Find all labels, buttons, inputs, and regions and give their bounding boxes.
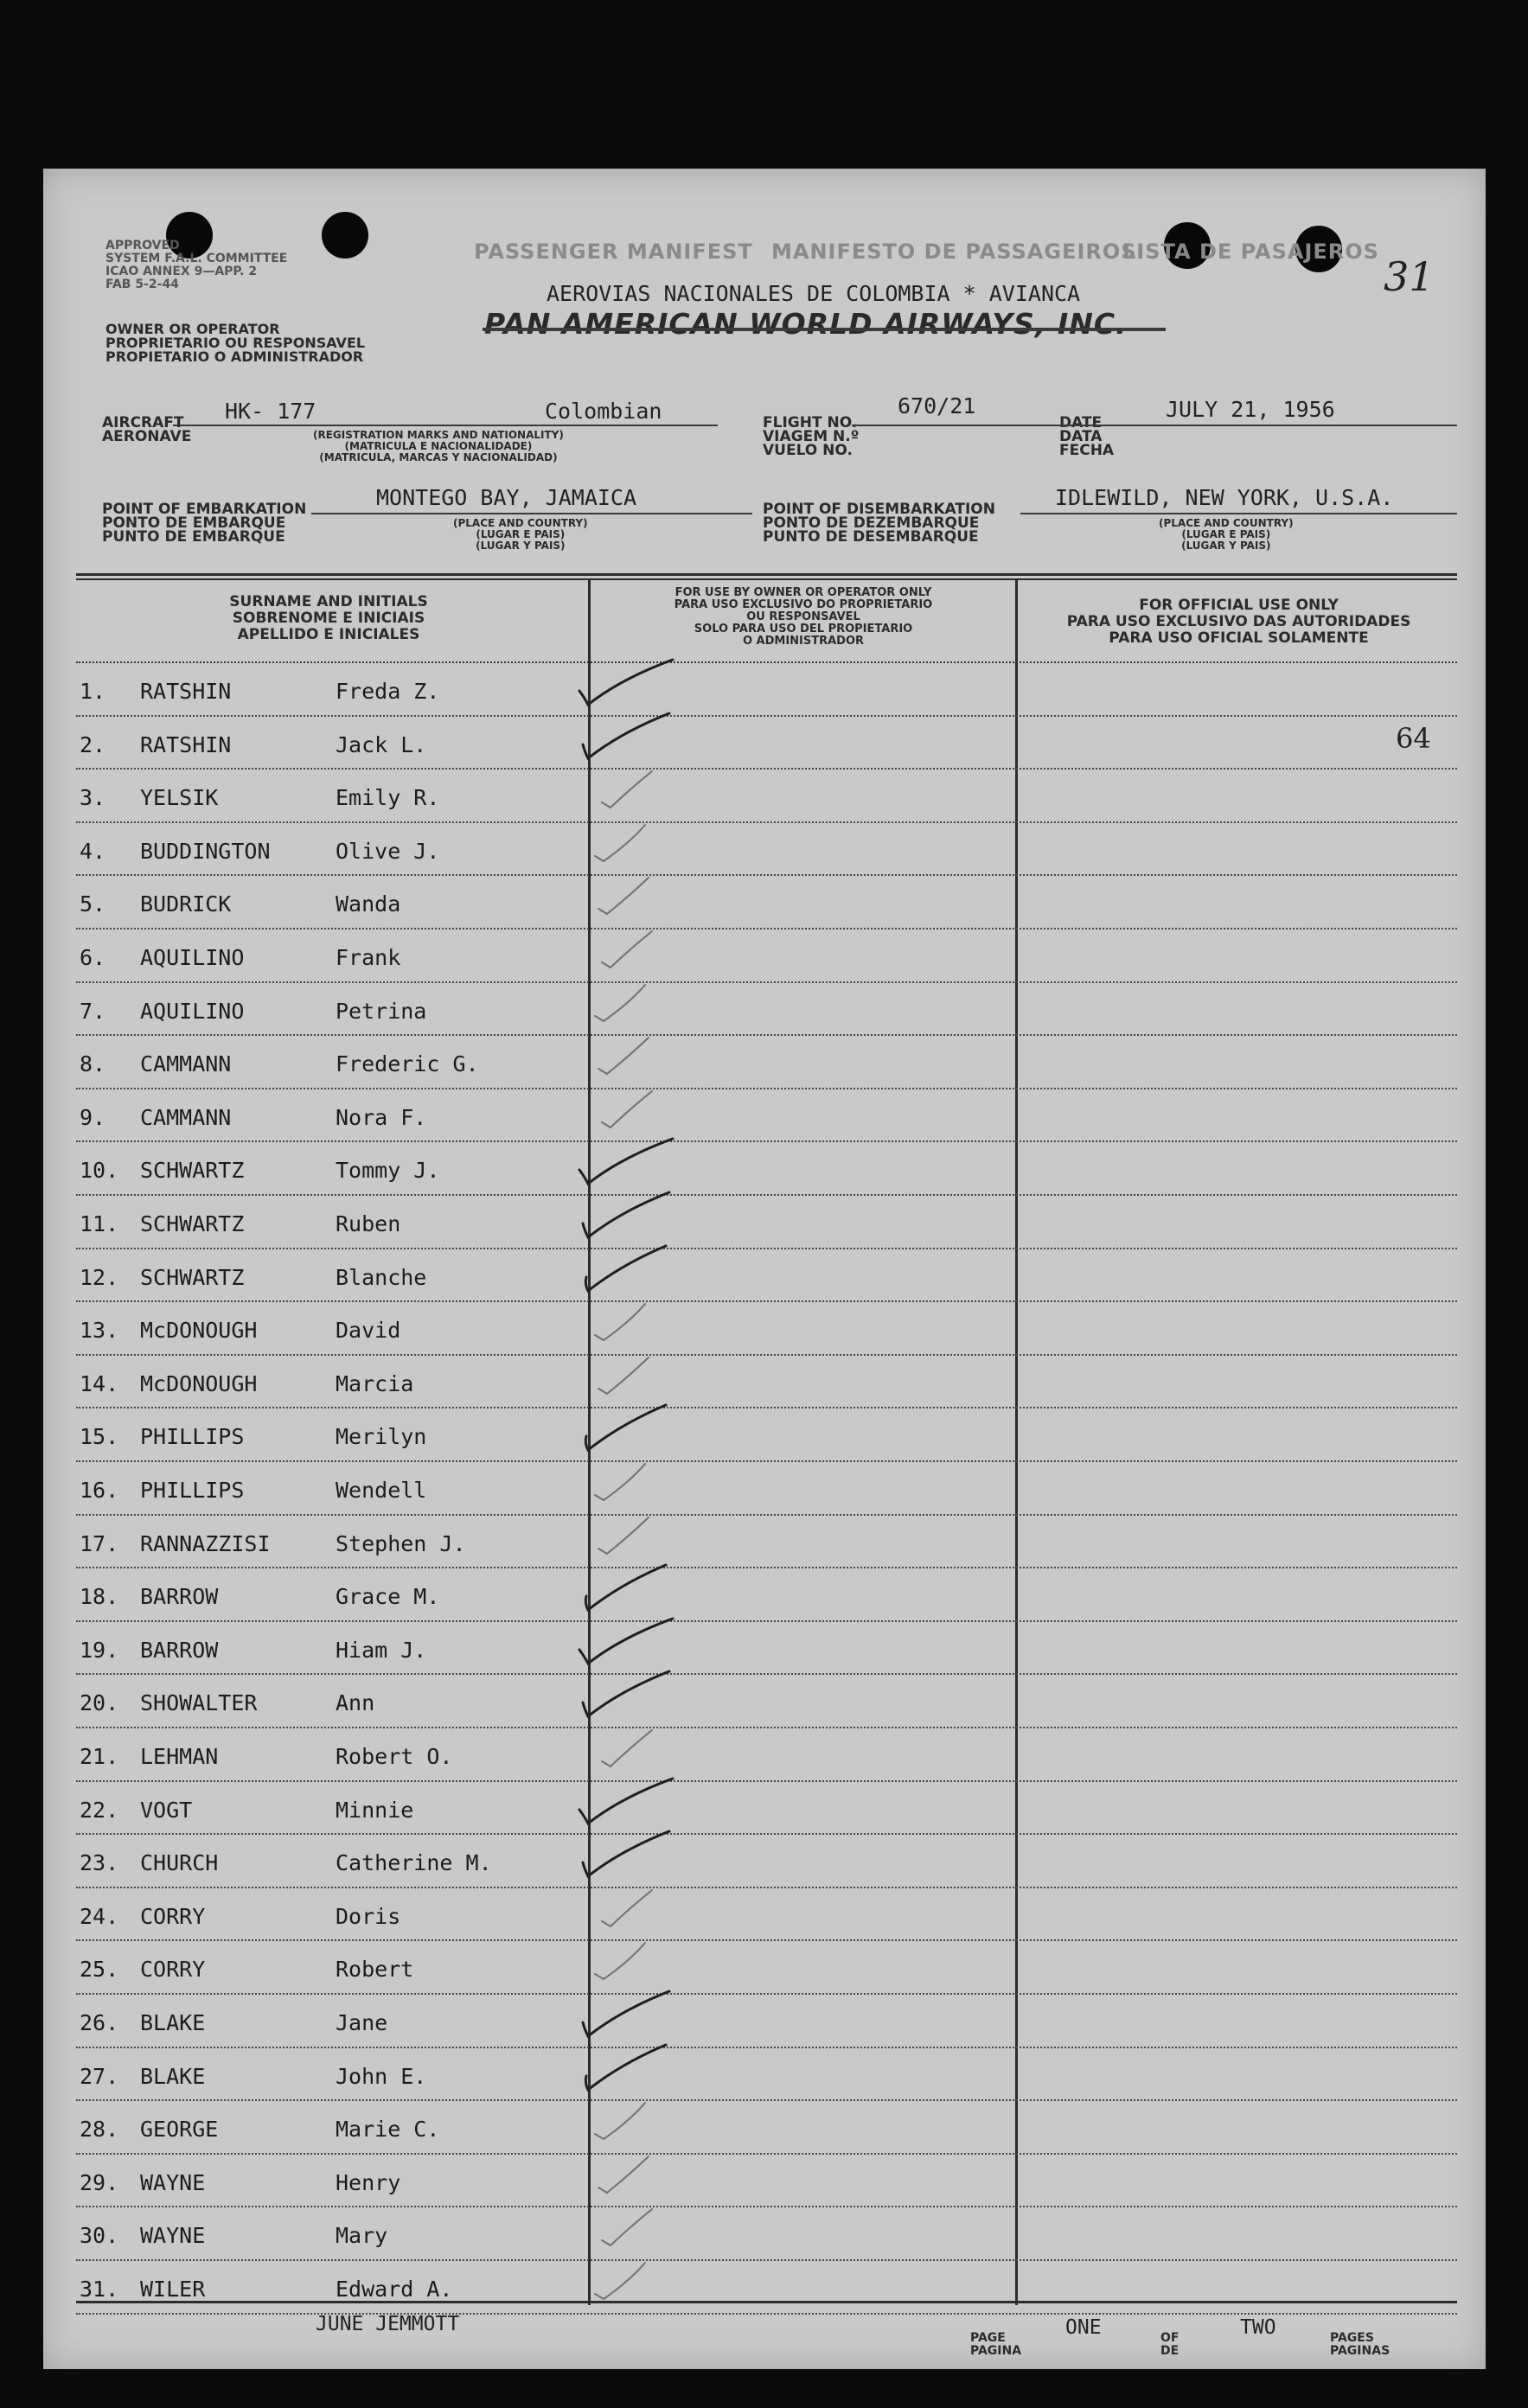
passenger-initials: Catherine M.: [336, 1850, 492, 1876]
row-number: 5.: [80, 891, 106, 917]
column-header-names-en: SURNAME AND INITIALS: [229, 593, 428, 610]
passenger-surname: SCHWARTZ: [140, 1211, 245, 1236]
passenger-initials: Freda Z.: [336, 679, 440, 704]
row-number: 19.: [80, 1637, 119, 1663]
table-row: [43, 1516, 1486, 1569]
disembarkation-sublabel-es: (LUGAR Y PAIS): [1181, 540, 1271, 552]
table-row: [43, 770, 1486, 823]
check-mark-icon: [578, 1612, 699, 1672]
operator-label-es: PROPIETARIO O ADMINISTRADOR: [105, 348, 364, 365]
check-mark-icon: [578, 759, 699, 820]
disembarkation-sublabel: [1159, 518, 1294, 552]
table-row: [43, 1995, 1486, 2048]
table-row: [43, 1568, 1486, 1622]
table-row: [43, 1408, 1486, 1462]
row-number: 18.: [80, 1584, 119, 1610]
passenger-surname: WAYNE: [140, 2169, 206, 2195]
passenger-initials: Hiam J.: [336, 1637, 427, 1663]
row-number: 30.: [80, 2223, 119, 2249]
row-number: 8.: [80, 1051, 106, 1077]
passenger-surname: VOGT: [140, 1797, 193, 1823]
of-label-en: OF: [1160, 2331, 1180, 2345]
page-value: ONE: [1065, 2316, 1102, 2339]
check-mark-icon: [578, 1132, 699, 1192]
passenger-surname: RANNAZZISI: [140, 1530, 271, 1556]
passenger-surname: WAYNE: [140, 2223, 206, 2249]
passenger-initials: Ruben: [336, 1211, 401, 1236]
strike-through: [483, 328, 1166, 331]
official-use-line: PARA USO OFICIAL SOLAMENTE: [1109, 629, 1369, 647]
column-header-official: [1020, 597, 1457, 647]
check-mark-icon: [578, 1025, 699, 1086]
passenger-surname: LEHMAN: [140, 1744, 219, 1769]
table-row: [43, 929, 1486, 983]
disembarkation-underline: [1020, 513, 1457, 514]
passenger-initials: Nora F.: [336, 1104, 427, 1130]
table-row: [43, 1196, 1486, 1249]
approval-line: SYSTEM F.A.L. COMMITTEE: [105, 252, 288, 265]
passenger-surname: CORRY: [140, 1957, 206, 1983]
row-number: 28.: [80, 2117, 119, 2143]
passenger-initials: Robert: [336, 1957, 414, 1983]
flight-label-pt: VIAGEM N.º: [763, 428, 860, 445]
passenger-initials: Wanda: [336, 891, 401, 917]
row-number: 13.: [80, 1318, 119, 1344]
table-top-rule: [76, 573, 1457, 576]
passenger-surname: SCHWARTZ: [140, 1158, 245, 1184]
disembarkation-label: [763, 502, 995, 544]
passenger-surname: CORRY: [140, 1903, 206, 1929]
row-number: 6.: [80, 945, 106, 970]
row-number: 17.: [80, 1530, 119, 1556]
passenger-initials: Frank: [336, 945, 401, 970]
aircraft-sublabel-en: (REGISTRATION MARKS AND NATIONALITY): [313, 429, 564, 441]
passenger-initials: Petrina: [336, 998, 427, 1024]
passenger-initials: Merilyn: [336, 1424, 427, 1450]
passenger-surname: CHURCH: [140, 1850, 219, 1876]
pages-label: [1330, 2332, 1390, 2358]
operator-use-line: PARA USO EXCLUSIVO DO PROPRIETARIO: [674, 598, 933, 611]
row-number: 9.: [80, 1104, 106, 1130]
footer-rule: [76, 2301, 1457, 2303]
passenger-surname: PHILLIPS: [140, 1424, 245, 1450]
flight-label-en: FLIGHT NO.: [763, 414, 858, 431]
passenger-surname: RATSHIN: [140, 731, 232, 757]
check-mark-icon: [578, 653, 699, 713]
table-top-rule-2: [76, 578, 1457, 580]
operator-use-line: OU RESPONSAVEL: [746, 610, 860, 623]
passenger-initials: Wendell: [336, 1478, 427, 1503]
aircraft-nationality: Colombian: [545, 399, 662, 424]
operator-struck: PAN AMERICAN WORLD AIRWAYS, INC.: [484, 307, 1128, 341]
operator-use-line: O ADMINISTRADOR: [742, 635, 865, 648]
row-number: 29.: [80, 2169, 119, 2195]
disembarkation-value: IDLEWILD, NEW YORK, U.S.A.: [1055, 485, 1394, 510]
approval-line: FAB 5-2-44: [105, 278, 179, 291]
column-header-names: [121, 594, 536, 643]
table-row: [43, 1356, 1486, 1409]
table-row: [43, 1888, 1486, 1942]
column-header-names-pt: SOBRENOME E INICIAIS: [232, 610, 425, 627]
table-row: [43, 876, 1486, 929]
table-row: [43, 2261, 1486, 2315]
embarkation-sublabel-es: (LUGAR Y PAIS): [476, 540, 566, 552]
check-mark-icon: [578, 1718, 699, 1779]
row-number: 10.: [80, 1158, 119, 1184]
row-number: 11.: [80, 1211, 119, 1236]
date-label-en: DATE: [1059, 414, 1103, 431]
title-manifesto: MANIFESTO DE PASSAGEIROS: [771, 240, 1137, 264]
passenger-surname: RATSHIN: [140, 679, 232, 704]
official-use-line: PARA USO EXCLUSIVO DAS AUTORIDADES: [1066, 613, 1411, 630]
row-number: 20.: [80, 1690, 119, 1716]
passenger-initials: Olive J.: [336, 838, 440, 864]
check-mark-icon: [578, 2197, 699, 2258]
passenger-surname: McDONOUGH: [140, 1370, 258, 1396]
passenger-initials: Robert O.: [336, 1744, 453, 1769]
official-note: 64: [1396, 722, 1431, 755]
row-number: 25.: [80, 1957, 119, 1983]
passenger-surname: McDONOUGH: [140, 1318, 258, 1344]
passenger-surname: BUDDINGTON: [140, 838, 271, 864]
operator-typed: AEROVIAS NACIONALES DE COLOMBIA * AVIANCA: [547, 281, 1081, 306]
row-number: 22.: [80, 1797, 119, 1823]
official-use-line: FOR OFFICIAL USE ONLY: [1139, 597, 1339, 614]
flight-number: 670/21: [898, 393, 976, 418]
disembarkation-sublabel-pt: (LUGAR E PAIS): [1181, 528, 1271, 540]
table-row: [43, 717, 1486, 770]
pages-label-pt: PAGINAS: [1330, 2344, 1391, 2358]
row-number: 21.: [80, 1744, 119, 1769]
signature: JUNE JEMMOTT: [316, 2313, 460, 2335]
passenger-initials: John E.: [336, 2063, 427, 2089]
check-mark-icon: [578, 1185, 699, 1246]
check-mark-icon: [578, 919, 699, 980]
embarkation-value: MONTEGO BAY, JAMAICA: [376, 485, 637, 510]
passenger-surname: SHOWALTER: [140, 1690, 258, 1716]
passenger-initials: Emily R.: [336, 785, 440, 811]
check-mark-icon: [578, 1398, 699, 1459]
embarkation-sublabel: [453, 518, 588, 552]
passenger-initials: Ann: [336, 1690, 375, 1716]
passenger-initials: Marcia: [336, 1370, 414, 1396]
embarkation-sublabel-en: (PLACE AND COUNTRY): [453, 517, 588, 529]
check-mark-icon: [578, 1345, 699, 1406]
aircraft-label: [102, 416, 191, 444]
total-pages: TWO: [1240, 2316, 1276, 2339]
passenger-surname: BLAKE: [140, 2010, 206, 2035]
check-mark-icon: [578, 1824, 699, 1885]
check-mark-icon: [578, 1984, 699, 2045]
aircraft-underline: [173, 425, 718, 426]
aircraft-sublabel-pt: (MATRICULA E NACIONALIDADE): [344, 440, 533, 452]
row-number: 23.: [80, 1850, 119, 1876]
passenger-surname: WILER: [140, 2277, 206, 2302]
check-mark-icon: [578, 2091, 699, 2151]
table-row: [43, 1302, 1486, 1356]
check-mark-icon: [578, 1505, 699, 1566]
operator-label-en: OWNER OR OPERATOR: [105, 321, 280, 337]
table-row: [43, 1835, 1486, 1888]
date-label-pt: DATA: [1059, 428, 1103, 445]
column-header-operator: [593, 587, 1013, 648]
passenger-initials: Blanche: [336, 1264, 427, 1290]
punch-hole: [322, 212, 368, 259]
check-mark-icon: [578, 1292, 699, 1352]
table-row: [43, 1462, 1486, 1516]
row-divider: [76, 2313, 1457, 2315]
operator-use-line: SOLO PARA USO DEL PROPIETARIO: [694, 623, 913, 636]
page-number: 31: [1384, 253, 1435, 300]
embarkation-underline: [311, 513, 752, 514]
passenger-surname: BLAKE: [140, 2063, 206, 2089]
disembarkation-sublabel-en: (PLACE AND COUNTRY): [1159, 517, 1294, 529]
check-mark-icon: [578, 1558, 699, 1619]
aircraft-label-en: AIRCRAFT: [102, 414, 184, 431]
check-mark-icon: [578, 1079, 699, 1140]
passenger-surname: YELSIK: [140, 785, 219, 811]
check-mark-icon: [578, 1239, 699, 1300]
table-row: [43, 1249, 1486, 1303]
table-row: [43, 2155, 1486, 2208]
passenger-surname: GEORGE: [140, 2117, 219, 2143]
passenger-initials: Jane: [336, 2010, 388, 2035]
disembarkation-label-es: PUNTO DE DESEMBARQUE: [763, 528, 979, 546]
row-number: 12.: [80, 1264, 119, 1290]
table-row: [43, 2048, 1486, 2102]
passenger-initials: Edward A.: [336, 2277, 453, 2302]
table-row: [43, 1622, 1486, 1676]
title-passenger-manifest: PASSENGER MANIFEST: [474, 240, 753, 264]
approval-line: ICAO ANNEX 9—APP. 2: [105, 265, 258, 278]
page-label-pt: PAGINA: [970, 2344, 1022, 2358]
check-mark-icon: [578, 1772, 699, 1832]
row-number: 4.: [80, 838, 106, 864]
row-number: 26.: [80, 2010, 119, 2035]
passenger-initials: Doris: [336, 1903, 401, 1929]
operator-use-line: FOR USE BY OWNER OR OPERATOR ONLY: [674, 586, 932, 599]
row-number: 24.: [80, 1903, 119, 1929]
embarkation-label: [102, 502, 306, 544]
of-label: [1160, 2332, 1179, 2358]
table-row: [43, 663, 1486, 717]
operator-label: [105, 323, 365, 364]
passenger-surname: AQUILINO: [140, 998, 245, 1024]
row-number: 7.: [80, 998, 106, 1024]
page-label-en: PAGE: [970, 2331, 1006, 2345]
flight-underline: [852, 425, 1068, 426]
disembarkation-label-en: POINT OF DISEMBARKATION: [763, 501, 995, 518]
approval-line: APPROVED: [105, 239, 180, 252]
check-mark-icon: [578, 1931, 699, 1991]
check-mark-icon: [578, 865, 699, 926]
embarkation-label-pt: PONTO DE EMBARQUE: [102, 514, 286, 532]
date-underline: [1059, 425, 1457, 426]
passenger-initials: Frederic G.: [336, 1051, 479, 1077]
passenger-surname: CAMMANN: [140, 1051, 232, 1077]
table-row: [43, 983, 1486, 1037]
check-mark-icon: [578, 1664, 699, 1725]
flight-date: JULY 21, 1956: [1166, 397, 1335, 422]
aircraft-sublabel-es: (MATRICULA, MARCAS Y NACIONALIDAD): [319, 451, 558, 463]
check-mark-icon: [578, 973, 699, 1033]
passenger-surname: SCHWARTZ: [140, 1264, 245, 1290]
passenger-surname: BUDRICK: [140, 891, 232, 917]
flight-label: [763, 416, 859, 457]
passenger-surname: CAMMANN: [140, 1104, 232, 1130]
row-number: 15.: [80, 1424, 119, 1450]
table-row: [43, 1675, 1486, 1728]
check-mark-icon: [578, 1878, 699, 1939]
check-mark-icon: [578, 706, 699, 767]
passenger-initials: Grace M.: [336, 1584, 440, 1610]
row-number: 16.: [80, 1478, 119, 1503]
page-label: [970, 2332, 1021, 2358]
manifest-sheet: [43, 169, 1486, 2369]
disembarkation-label-pt: PONTO DE DEZEMBARQUE: [763, 514, 980, 532]
passenger-initials: Henry: [336, 2169, 401, 2195]
table-row: [43, 1782, 1486, 1836]
table-row: [43, 1036, 1486, 1089]
aircraft-label-pt: AERONAVE: [102, 428, 192, 445]
date-label: [1059, 416, 1114, 457]
date-label-es: FECHA: [1059, 442, 1115, 459]
table-row: [43, 1089, 1486, 1143]
table-row: [43, 823, 1486, 877]
pages-label-en: PAGES: [1330, 2331, 1374, 2345]
aircraft-registration: HK- 177: [225, 399, 316, 424]
table-row: [43, 2101, 1486, 2155]
title-lista: LISTA DE PASAJEROS: [1122, 240, 1379, 264]
row-number: 3.: [80, 785, 106, 811]
table-row: [43, 1142, 1486, 1196]
column-header-names-es: APELLIDO E INICIALES: [237, 626, 420, 643]
passenger-surname: PHILLIPS: [140, 1478, 245, 1503]
table-row: [43, 2207, 1486, 2261]
passenger-initials: Jack L.: [336, 731, 427, 757]
passenger-surname: AQUILINO: [140, 945, 245, 970]
row-number: 14.: [80, 1370, 119, 1396]
passenger-initials: Minnie: [336, 1797, 414, 1823]
embarkation-sublabel-pt: (LUGAR E PAIS): [476, 528, 566, 540]
passenger-initials: Tommy J.: [336, 1158, 440, 1184]
check-mark-icon: [578, 1452, 699, 1512]
flight-label-es: VUELO NO.: [763, 442, 853, 459]
row-number: 2.: [80, 731, 106, 757]
passenger-surname: BARROW: [140, 1584, 219, 1610]
embarkation-label-en: POINT OF EMBARKATION: [102, 501, 307, 518]
check-mark-icon: [578, 2144, 699, 2205]
of-label-pt: DE: [1160, 2344, 1180, 2358]
check-mark-icon: [578, 813, 699, 873]
approval-block: [105, 240, 287, 291]
passenger-initials: Stephen J.: [336, 1530, 466, 1556]
check-mark-icon: [578, 2038, 699, 2098]
aircraft-sublabel: [313, 430, 564, 463]
passenger-initials: Marie C.: [336, 2117, 440, 2143]
row-number: 31.: [80, 2277, 119, 2302]
table-row: [43, 1941, 1486, 1995]
row-number: 27.: [80, 2063, 119, 2089]
operator-label-pt: PROPRIETARIO OU RESPONSAVEL: [105, 335, 366, 351]
table-row: [43, 1728, 1486, 1782]
passenger-initials: Mary: [336, 2223, 388, 2249]
passenger-surname: BARROW: [140, 1637, 219, 1663]
passenger-initials: David: [336, 1318, 401, 1344]
embarkation-label-es: PUNTO DE EMBARQUE: [102, 528, 285, 546]
row-number: 1.: [80, 679, 106, 704]
